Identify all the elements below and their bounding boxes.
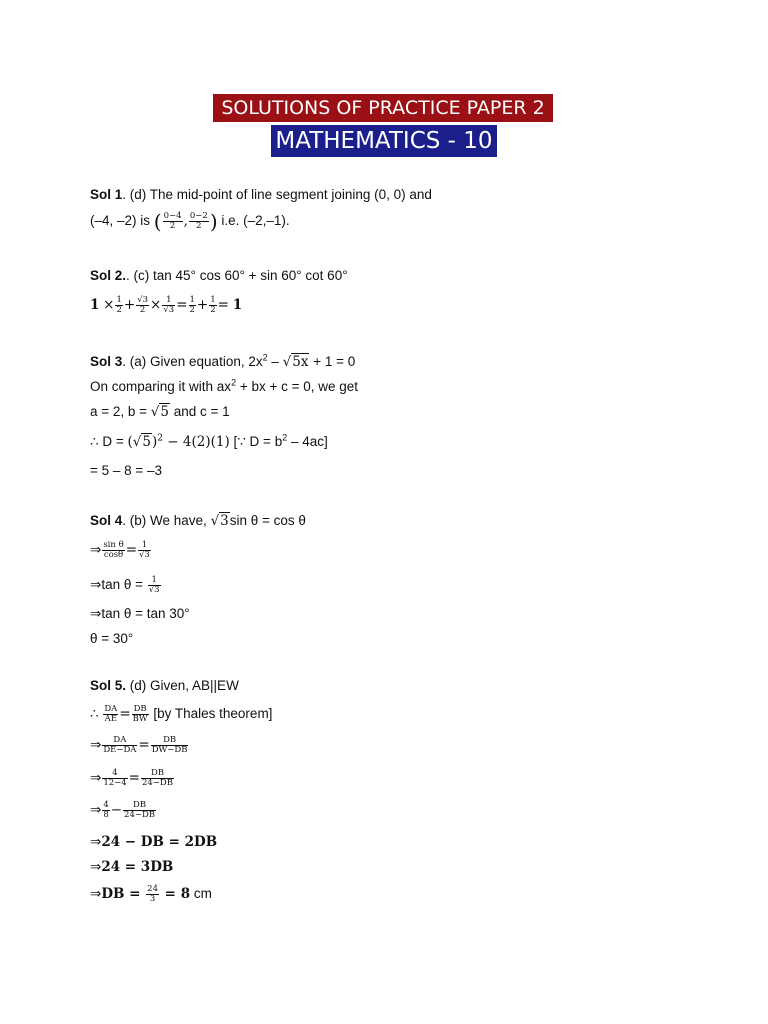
sol4-label: Sol 4 [90,513,123,528]
equals-sign: = [138,737,150,754]
sol4-text1b: sin θ = cos θ [229,513,306,528]
sol3-text3a: a = 2, b = [90,404,151,419]
thales-note: [by Thales theorem] [149,706,273,722]
sol5-line6 [90,833,217,851]
sol5-frac8: $\frac{DB}{24-DB}$ [124,800,156,820]
sol5-eq2: 24 = 3DB [101,859,174,875]
sqrt-5x: √5x [282,354,309,370]
sol5-frac9: $\frac{24}{3}$ [147,884,158,904]
sol4-line3 [90,576,162,595]
minus-sign: − [110,802,123,819]
sol3-text1: . (a) Given equation, 2x [122,354,263,369]
equals-sign: = [217,297,229,314]
superscript-2: 2 [282,432,288,443]
sol3-text3b: and c = 1 [170,404,230,419]
sol2-one: 1 [90,297,100,314]
sol5-line4 [90,769,175,788]
sol5-eq3b: = 8 [159,886,191,903]
sol5-label: Sol 5. [90,678,127,693]
sol3-line3 [90,403,230,421]
sol1-text2b: i.e. (–2,–1). [221,213,290,229]
implies-arrow: ⇒ [90,886,102,903]
sol4-line4 [90,605,190,623]
sol5-frac5: $\frac{4}{12-4}$ [103,768,127,788]
sol4-text1a: . (b) We have, [122,513,211,528]
open-paren: ( [153,209,162,234]
implies-arrow: ⇒ [90,859,102,875]
sol5-frac7: $\frac{4}{8}$ [103,800,109,820]
sol4-tan-text: tan θ = [101,577,147,593]
sol2-frac-d: $\frac{1}{2}$ [189,295,195,315]
sol1-label: Sol 1 [90,187,123,202]
implies-arrow: ⇒ [90,542,102,559]
sol5-frac-da-ae: $\frac{DA}{AE}$ [104,704,118,724]
times-sign: × [103,297,115,314]
plus-sign: + [123,297,136,314]
sol2-frac-c: $\frac{1}{√3}$ [163,295,175,315]
sol1-text1: . (d) The mid-point of line segment joining (0, 0) and [122,187,432,202]
sol3-text1c: + 1 = 0 [309,354,356,369]
superscript-2: 2 [262,352,268,363]
sol5-line8 [90,885,212,904]
sol2-frac-a: $\frac{1}{2}$ [116,295,122,315]
sol4-text5: θ = 30° [90,631,134,646]
sqrt-3: √3 [210,513,229,529]
sol3-line4 [90,433,328,451]
sol1-frac-y: $\frac{0-2}{2}$ [189,211,208,231]
sol5-line1 [90,677,239,695]
sol5-line2 [90,705,272,724]
sol5-line5 [90,801,157,820]
sol5-frac4: $\frac{DB}{DW-DB}$ [151,735,188,755]
sol1-frac-x: $\frac{0-4}{2}$ [163,211,182,231]
sol5-text1: (d) Given, AB||EW [126,678,239,693]
sol3-text2: On comparing it with ax [90,379,232,394]
therefore-sign: ∴ [90,706,99,723]
sol1-line1 [90,186,432,204]
sol5-frac6: $\frac{DB}{24-DB}$ [141,768,173,788]
sqrt-5: √5 [150,404,169,420]
sol5-frac3: $\frac{DA}{DE-DA}$ [103,735,137,755]
sol5-frac-db-bw: $\frac{DB}{BW}$ [132,704,148,724]
sol5-unit: cm [190,886,212,902]
implies-arrow: ⇒ [90,834,102,850]
sol3-text5: = 5 – 8 = –3 [90,463,163,478]
sol3-text4d: – 4ac] [287,434,328,449]
sol4-text4: tan θ = tan 30° [101,606,190,621]
sol2-result: 1 [232,297,243,314]
sol1-line2 [90,209,290,234]
sol4-frac-sin-cos: $\frac{\text{sin θ}}{\cos\theta}$ [103,540,124,560]
sol3-text1b: – [267,354,283,369]
plus-sign: + [196,297,209,314]
sol5-eq3a: DB = [101,886,146,903]
equals-sign: = [125,542,137,559]
sol5-eq1: 24 − DB = 2DB [101,834,218,850]
discriminant-expr: $(√5)^2 - 4(2)(1)$ [127,433,230,450]
sol5-line7 [90,858,173,876]
paper-title-banner: SOLUTIONS OF PRACTICE PAPER 2 [213,94,553,122]
sol3-label: Sol 3 [90,354,123,369]
sol2-label: Sol 2. [90,268,127,283]
implies-arrow: ⇒ [90,737,102,754]
times-sign: × [150,297,162,314]
sol2-line2 [90,296,242,315]
sol3-line1 [90,353,355,371]
sol2-text1: . (c) tan 45° cos 60° + sin 60° cot 60° [126,268,348,283]
sol5-line3 [90,736,189,755]
equals-sign: = [128,770,140,787]
sol3-line5 [90,462,162,480]
sol3-text4a: ∴ D = [90,434,128,449]
comma: , [183,213,188,230]
sol2-frac-e: $\frac{1}{2}$ [210,295,216,315]
sol3-line2 [90,378,358,396]
sol4-frac-tan: $\frac{1}{√3}$ [148,575,160,595]
sol4-line1 [90,512,306,530]
close-paren: ) [209,209,218,234]
sol2-line1 [90,267,348,285]
superscript-2: 2 [231,377,237,388]
sol2-frac-b: $\frac{√3}{2}$ [137,295,149,315]
subject-title-banner: MATHEMATICS - 10 [271,125,497,157]
sol3-text2b: + bx + c = 0, we get [236,379,359,394]
sol4-line5 [90,630,133,648]
sol4-line2 [90,541,152,560]
sol1-text2a: (–4, –2) is [90,213,151,229]
equals-sign: = [176,297,188,314]
sol3-text4c: [∵ D = b [229,434,283,449]
equals-sign: = [119,706,131,723]
implies-arrow: ⇒ [90,577,102,594]
implies-arrow: ⇒ [90,606,102,622]
implies-arrow: ⇒ [90,770,102,787]
sol4-frac-1-root3: $\frac{1}{√3}$ [139,540,150,560]
implies-arrow: ⇒ [90,802,102,819]
